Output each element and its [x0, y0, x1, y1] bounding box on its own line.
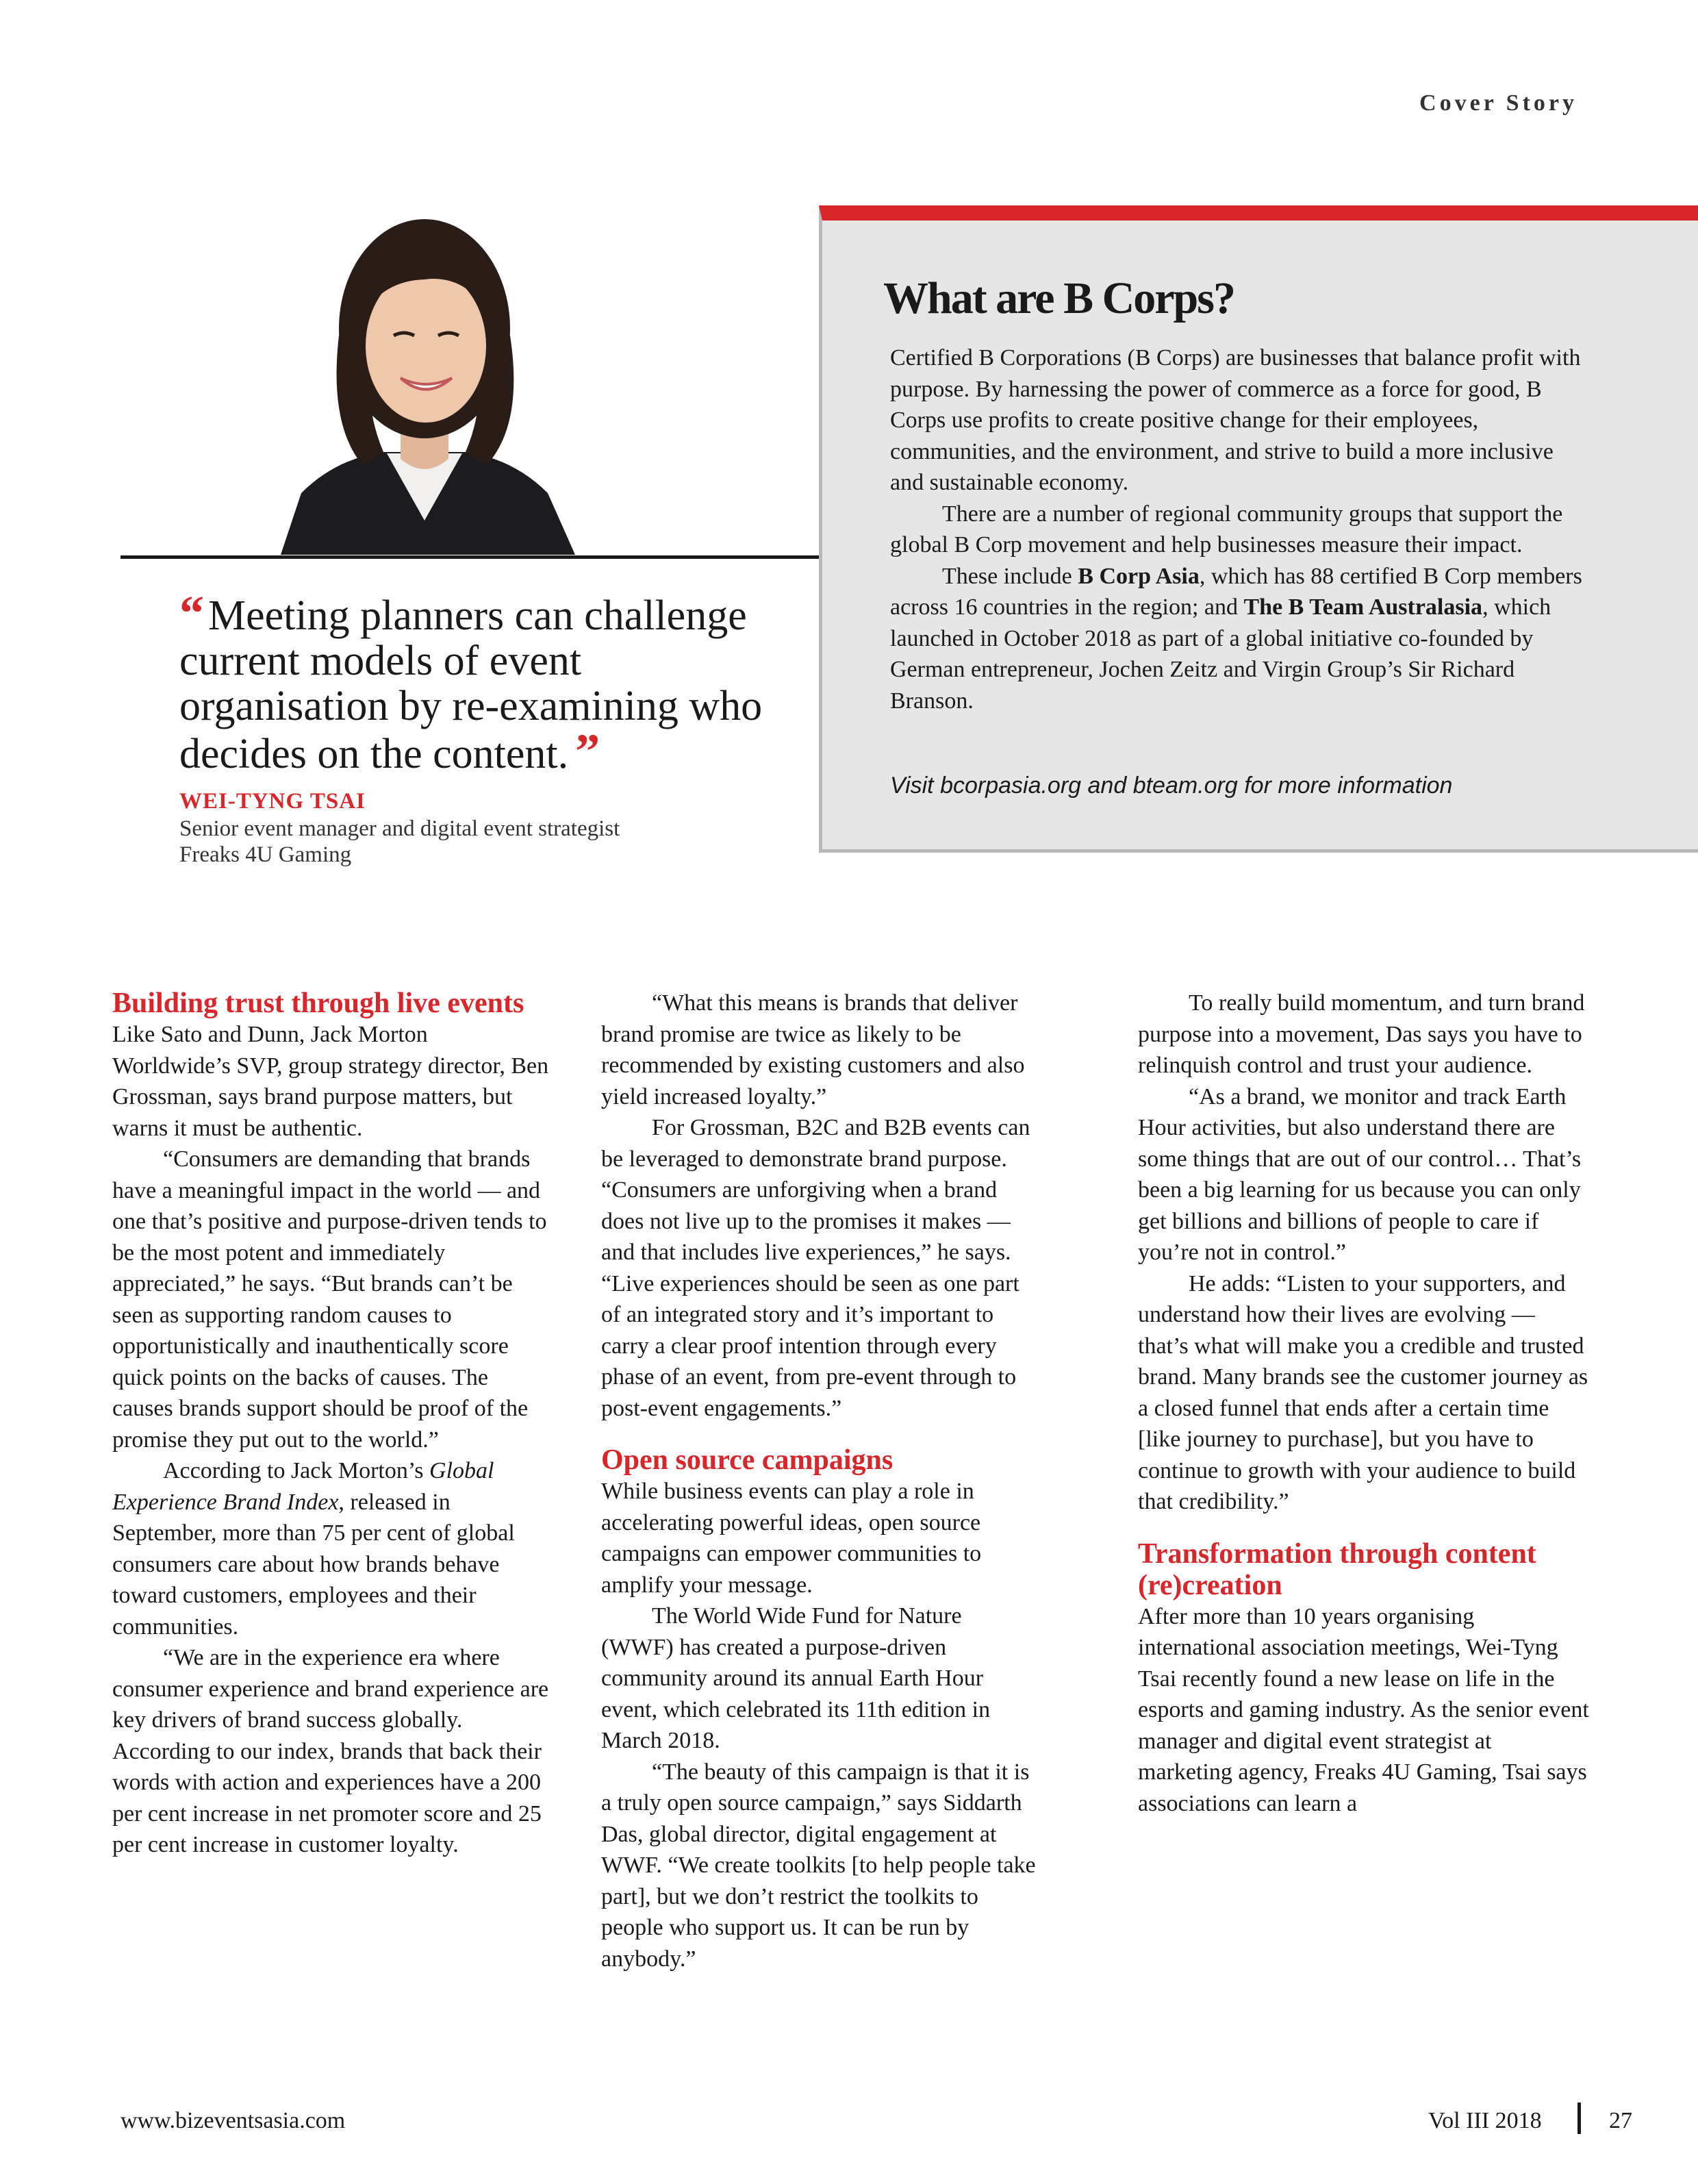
body-paragraph: Like Sato and Dunn, Jack Morton Worldwide’s SVP, group strategy director, Ben Grossman, says brand purpose matters, but warns it must be authentic. [112, 1022, 549, 1141]
open-quote-mark: “ [179, 586, 200, 640]
sidebar-paragraph: There are a number of regional community groups that support the global B Corp movement and help businesses measure their impact. [890, 501, 1563, 557]
sidebar-text: , which has 88 certified B Corp members across 16 countries in the region; and [890, 563, 1582, 620]
sidebar-text: These include [942, 563, 1078, 589]
body-paragraph: For Grossman, B2C and B2B events can be leveraged to demonstrate brand purpose. “Consumers are unforgiving when a brand does not live up to the promises it makes — and that includes live experiences,” he says. “Live experiences should be seen as one part of an integrated story and it’s important to carry a clear proof intention through every phase of an event, from pre-event through to post-event engagements.” [601, 1115, 1030, 1421]
sidebar-more-info: Visit bcorpasia.org and bteam.org for more information [890, 773, 1453, 799]
body-paragraph: While business events can play a role in accelerating powerful ideas, open source campaigns can empower communities to amplify your message. [601, 1479, 982, 1598]
portrait-divider [121, 555, 819, 559]
b-corp-asia-bold: B Corp Asia [1078, 563, 1200, 589]
close-quote-mark: ” [575, 724, 596, 779]
article-column-1 [112, 988, 550, 1861]
quote-attribution-name: WEI-TYNG TSAI [179, 789, 366, 814]
pull-quote [179, 586, 796, 779]
section-heading: Transformation through content (re)creation [1138, 1537, 1536, 1601]
article-column-2 [601, 988, 1039, 1974]
section-heading: Open source campaigns [601, 1444, 894, 1476]
sidebar-text: , which launched in October 2018 as part of a global initiative co-founded by German entrepreneur, Jochen Zeitz and Virgin Group’s Sir Richard Branson. [890, 594, 1551, 714]
portrait-photo [253, 199, 596, 555]
body-paragraph: “We are in the experience era where consumer experience and brand experience are key drivers of brand success globally. According to our index, brands that back their words with action and experiences have a 200 per cent increase in net promoter score and 25 per cent increase in customer loyalty. [112, 1645, 549, 1857]
body-paragraph: After more than 10 years organising international association meetings, Wei-Tyng Tsai recently found a new lease on life in the esports and gaming industry. As the senior event manager and digital event strategist at marketing agency, Freaks 4U Gaming, Tsai says associations can learn a [1138, 1603, 1589, 1816]
sidebar-body [890, 342, 1588, 716]
section-heading: Building trust through live events [112, 988, 524, 1019]
pull-quote-text: Meeting planners can challenge current models of event organisation by re-examining who decides on the content. [179, 592, 763, 777]
body-paragraph: “Consumers are demanding that brands have a meaningful impact in the world — and one that’s positive and purpose-driven tends to be the most potent and immediately appreciated,” he says. “But brands can’t be seen as supporting random causes to opportunistically and inauthentically score quick points on the backs of causes. The causes brands support should be proof of the promise they put out to the world.” [112, 1146, 547, 1453]
body-paragraph: “The beauty of this campaign is that it is a truly open source campaign,” says Siddarth Das, global director, digital engagement at WWF. “We create toolkits [to help people take part], but we don’t restrict the toolkits to people who support us. It can be run by anybody.” [601, 1759, 1036, 1972]
body-paragraph: He adds: “Listen to your supporters, and understand how their lives are evolving — that’s what will make you a credible and trusted brand. Many brands see the customer journey as a closed funnel that ends after a certain time [like journey to purchase], but you have to continue to growth with your audience to build that credibility.” [1138, 1270, 1588, 1514]
sidebar-paragraph: Certified B Corporations (B Corps) are businesses that balance profit with purpose. By harnessing the power of commerce as a force for good, B Corps use profits to create positive change for their employees, communities, and the environment, and strive to build a more inclusive and sustainable economy. [890, 345, 1581, 495]
body-text: According to Jack Morton’s [163, 1458, 430, 1483]
sidebar-paragraph [890, 561, 1588, 717]
sidebar-title: What are B Corps? [883, 273, 1234, 323]
b-team-bold: The B Team Australasia [1243, 594, 1483, 620]
body-paragraph [112, 1455, 550, 1642]
footer-volume: Vol III 2018 [1428, 2108, 1542, 2133]
footer-website: www.bizeventsasia.com [121, 2108, 346, 2133]
body-text: , released in September, more than 75 per cent of global consumers care about how brands behave toward customers, employees and their communities. [112, 1489, 515, 1640]
body-paragraph: To really build momentum, and turn brand purpose into a movement, Das says you have to relinquish control and trust your audience. [1138, 990, 1585, 1078]
quote-attribution-role: Senior event manager and digital event strategist [179, 816, 620, 841]
quote-attribution-org: Freaks 4U Gaming [179, 842, 352, 867]
page-number: 27 [1609, 2108, 1632, 2133]
body-paragraph: “As a brand, we monitor and track Earth Hour activities, but also understand there are some things that are out of our control… That’s been a big learning for us because you can only get billions and billions of people to care if you’re not in control.” [1138, 1083, 1582, 1265]
body-paragraph: “What this means is brands that deliver brand promise are twice as likely to be recommended by existing customers and also yield increased loyalty.” [601, 990, 1025, 1109]
footer-divider [1577, 2103, 1581, 2134]
body-paragraph: The World Wide Fund for Nature (WWF) has created a purpose-driven community around its annual Earth Hour event, which celebrated its 11th edition in March 2018. [601, 1603, 991, 1753]
article-column-3 [1138, 988, 1590, 1819]
report-title-italic: Global Experience Brand Index [112, 1458, 494, 1515]
section-label: Cover Story [1419, 90, 1577, 116]
